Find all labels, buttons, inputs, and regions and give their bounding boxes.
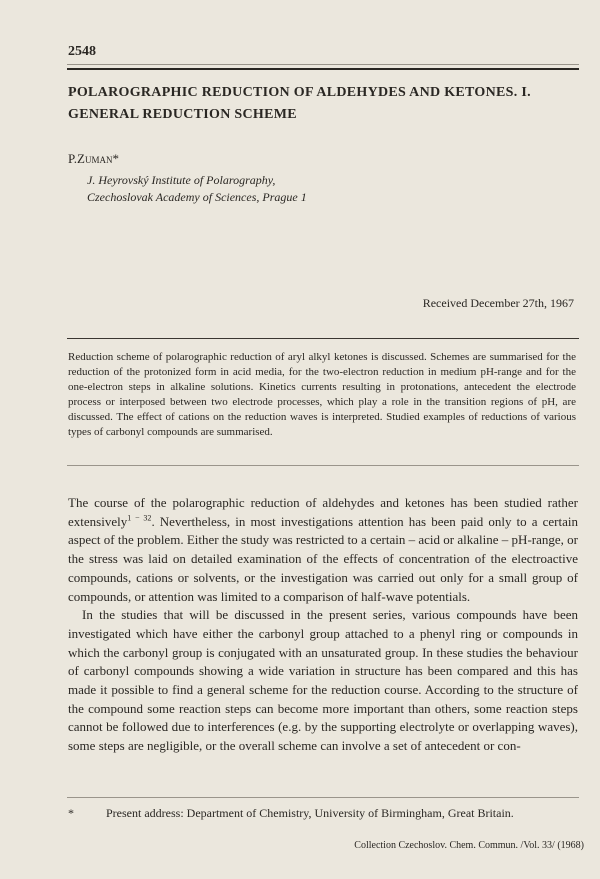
body-text (68, 494, 578, 756)
footnote-mark: * (68, 806, 74, 820)
header-rule (67, 64, 579, 65)
reference-range: 1 − 32 (127, 513, 152, 523)
author-line (68, 151, 119, 167)
abstract-top-rule (67, 338, 579, 339)
article-title: POLAROGRAPHIC REDUCTION OF ALDEHYDES AND KETONES. I. GENERAL REDUCTION SCHEME (68, 85, 531, 122)
page-number: 2548 (68, 44, 96, 59)
footnote-rule (67, 797, 579, 798)
author-surname: Zuman (77, 151, 113, 166)
affiliation (87, 172, 307, 206)
author-initial: P. (68, 151, 78, 166)
author-footnote-mark: * (112, 151, 119, 166)
abstract-text: Reduction scheme of polarographic reduction of aryl alkyl ketones is discussed. Schemes are summarised for the reduction of the protonized form in acid media, for the two-electron reduction in medium pH-range and for the one-electron steps in alkaline solutions. Kinetics currents resulting in protonations, antecedent the electrode process or interposed between two electrode processes, which play a role in the transition regions of pH, are discussed. The effect of cations on the reduction waves is interpreted. Studied examples of reductions of various types of carbonyl compounds are summarised. (68, 351, 576, 438)
affiliation-line-1: J. Heyrovský Institute of Polarography, (87, 173, 276, 187)
paragraph-1-rest: . Nevertheless, in most investigations attention has been paid only to a certain aspect of the problem. Either the study was restricted to a certain – acid or alkaline – pH-range, or the stress was laid on detailed examination of the effects of concentration of the electroactive compounds, cations or solvents, or the investigation was carried out only for a small group of compounds, or attention was limited to a comparison of half-wave potentials. (68, 513, 578, 604)
journal-citation: Collection Czechoslov. Chem. Commun. /Vol. 33/ (1968) (354, 840, 584, 851)
affiliation-line-2: Czechoslovak Academy of Sciences, Prague 1 (87, 190, 307, 204)
footnote-text: Present address: Department of Chemistry, University of Birmingham, Great Britain. (106, 806, 514, 820)
header-rule-thick (67, 68, 579, 70)
paragraph-1-start: The course of the polarographic reduction of aldehydes and ketones has been studied rather extensively (68, 495, 578, 529)
footnote (68, 806, 580, 821)
abstract-bottom-rule (67, 465, 579, 466)
paragraph-1 (68, 494, 578, 606)
paragraph-2: In the studies that will be discussed in the present series, various compounds have been investigated which have either the carbonyl group attached to a phenyl ring or compounds in which the carbonyl group is conjugated with an unsaturated group. In these studies the behaviour of carbonyl compounds showing a wide variation in structure has been compared and this has made it possible to find a general scheme for the reduction course. According to the structure of the compound some reaction steps can become more important than others, some reaction steps cannot be followed due to interferences (e.g. by the supporting electrolyte or overlapping waves), some steps are negligible, or the overall scheme can involve a set of antecedent or con- (68, 607, 578, 754)
received-date: Received December 27th, 1967 (422, 296, 574, 310)
